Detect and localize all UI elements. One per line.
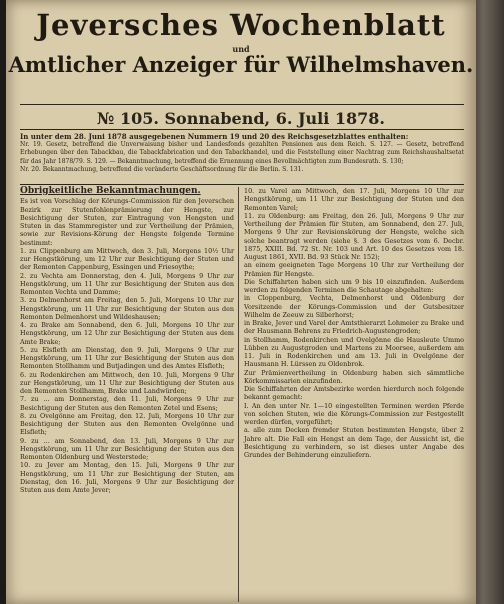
paragraph: 5. zu Elsfleth am Dienstag, den 9. Juli, Morgens 9 Uhr zur Hengstkörung, um 11 Uhr zur Besichtigung der Stuten aus den Remonten Stollhamm und Butjadingen und des Amtes Elsfleth;: [20, 345, 234, 371]
notice-lead: In unter dem 28. Juni 1878 ausgegebenen Nummern 19 und 20 des Reichsgesetzblattes enthalten:: [20, 132, 409, 141]
paragraph: an einem geeigneten Tage Morgens 10 Uhr zur Vertheilung der Prämien für Hengste.: [244, 261, 464, 278]
paragraph: Zur Prämienvertheilung in Oldenburg haben sich sämmtliche Körkommissarien einzufinden.: [244, 368, 464, 385]
masthead-title: Jeversches Wochenblatt: [36, 8, 446, 42]
reichsgesetzblatt-notice: [20, 133, 464, 174]
masthead-subtitle: Amtlicher Anzeiger für Wilhelmshaven.: [8, 52, 474, 77]
issue-line: № 105. Sonnabend, 6. Juli 1878.: [97, 109, 385, 128]
notice-rule: [20, 184, 464, 185]
paragraph: 1. zu Clippenburg am Mittwoch, den 3. Juli, Morgens 10½ Uhr zur Hengstkörung, um 12 Uhr zur Besichtigung der Stuten und der Remonten Cappenburg, Essingen und Friesoythe;: [20, 246, 234, 272]
paragraph: 9. zu ... am Sonnabend, den 13. Juli, Morgens 9 Uhr zur Hengstkörung, um 11 Uhr zur Besichtigung der Stuten aus den Remonten Oldenburg und Westerstede;: [20, 436, 234, 461]
paragraph: in Cloppenburg, Vechta, Delmenhorst und Oldenburg der Vorsitzende der Körungs-Commission und der Gutsbesitzer Wilhelm de Zeeuw zu Silberhorst;: [244, 294, 464, 319]
right-column: [244, 187, 464, 459]
paragraph: 7. zu ... am Donnerstag, den 11. Juli, Morgens 9 Uhr zur Besichtigung der Stuten aus den Remonten Zetel und Esens;: [20, 395, 234, 412]
notice-line: Nr. 19. Gesetz, betreffend die Unverwaisung bisher und Landesfonds gezahlten Pensionen aus dem Reich. S. 127. — Gesetz, betreffend Erhebungen über den Tabackbau, die Tabackfabrication und den Tabackhandel, und die Feststellung einer Nachtrag zum Reichshaushaltsetat für das Jahr 1878/79. S. 129. — Bekanntmachung, betreffend die Ernennung eines Bevollmächtigten zum Bundesrath. S. 130;: [20, 141, 464, 165]
paragraph: 3. zu Delmenhorst am Freitag, den 5. Juli, Morgens 10 Uhr zur Hengstkörung, um 11 Uhr zur Besichtigung der Stuten aus den Remonten Delmenhorst und Wildeshausen;: [20, 296, 234, 321]
paragraph: 10. zu Varel am Mittwoch, den 17. Juli, Morgens 10 Uhr zur Hengstkörung, um 11 Uhr zur Besichtigung der Stuten und den Remonten Varel;: [244, 187, 464, 212]
paragraph: a. alle zum Decken fremder Stuten bestimmten Hengste, über 2 Jahre alt. Die Fall ein Hengst an dem Tage, der Aussicht ist, die Besichtigung zu verhindern, so ist dieses unter Angabe des Grundes der Behinderung einzuliefern.: [244, 426, 464, 459]
paragraph: 8. zu Ovelgönne am Freitag, den 12. Juli, Morgens 10 Uhr zur Besichtigung der Stuten aus den Remonten Ovelgönne und Elsfleth;: [20, 411, 234, 437]
paragraph: Die Schiffahrten haben sich um 9 bis 10 einzufinden. Außerdem werden zu folgenden Terminen die Schautage abgehalten:: [244, 277, 464, 294]
paragraph: 10. zu Jever am Montag, den 15. Juli, Morgens 9 Uhr zur Hengstkörung, um 11 Uhr zur Besichtigung der Stuten, am Dienstag, den 16. Juli, Morgens 9 Uhr zur Besichtigung der Stuten aus dem Amte Jever;: [20, 461, 234, 494]
masthead-rule-bottom: [20, 129, 464, 130]
left-column: [20, 187, 234, 494]
paragraph: I. An den unter Nr. 1—10 eingestellten Terminen werden Pferde von solchen Stuten, wie die Körungs-Commission zur Festgestellt werden dürfen, vorgeführt;: [244, 401, 464, 426]
newspaper-page: [6, 0, 476, 604]
paragraph: Es ist von Vorschlag der Körungs-Commission für den Jeverschen Bezirk zur Stutenfohlenprämierung der Hengste, zur Besichtigung der Stuten, zur Eintragung von Hengsten und Stuten in das Stammregister und zur Vertheilung der Prämien, sowie zur Revisions-Körung der Hengste folgende Termine bestimmt:: [20, 197, 234, 247]
paragraph: 4. zu Brake am Sonnabend, den 6. Juli, Morgens 10 Uhr zur Hengstkörung, um 12 Uhr zur Besichtigung der Stuten aus dem Amte Brake;: [20, 321, 234, 346]
masthead-rule-top: [20, 104, 464, 105]
paragraph: in Brake, Jever und Varel der Amtsthierarzt Lohmeier zu Brake und der Hausmann Behrens zu Friedrich-Augustengroden;: [244, 319, 464, 336]
column-divider: [238, 187, 239, 602]
paragraph: 6. zu Rodenkirchen am Mittwoch, den 10. Juli, Morgens 9 Uhr zur Hengstkörung, um 11 Uhr zur Besichtigung der Stuten aus den Remonten Stollhamm, Brake und Landwürden;: [20, 370, 234, 395]
paragraph: 11. zu Oldenburg: am Freitag, den 26. Juli, Morgens 9 Uhr zur Vertheilung der Prämien für Stuten, am Sonnabend, den 27. Juli, Morgens 9 Uhr zur Revisionskörung der Hengste, welche sich solche beantragt werden (siehe §. 3 des Gesetzes vom 6. Decbr. 1875, XXIII. Bd. 72 St. Nr. 103 und Art. 10 des Gesetzes vom 18. August 1861, XVII. Bd. 93 Stück Nr. 152);: [244, 211, 464, 261]
paragraph: in Stollhamm, Rodenkirchen und Ovelgönne die Hausleute Ummo Lübben zu Augustgroden und Martens zu Moorsee, außerdem am 11. Juli in Rodenkirchen und am 13. Juli in Ovelgönne der Hausmann H. Lürssen zu Oldenbrok.: [244, 335, 464, 369]
book-page-stack: [474, 0, 504, 604]
section-heading: Obrigkeitliche Bekanntmachungen.: [20, 186, 201, 196]
masthead-und: und: [232, 44, 250, 54]
paragraph: Die Schiffahrten der Amtsbezirke werden hierdurch noch folgende bekannt gemacht:: [244, 385, 464, 402]
notice-line: Nr. 20. Bekanntmachung, betreffend die veränderte Geschäftsordnung für die Berlin. S. 131.: [20, 165, 304, 173]
paragraph: 2. zu Vechta am Donnerstag, den 4. Juli, Morgens 9 Uhr zur Hengstkörung, um 11 Uhr zur Besichtigung der Stuten aus den Remonten Vechta und Damme;: [20, 271, 234, 296]
